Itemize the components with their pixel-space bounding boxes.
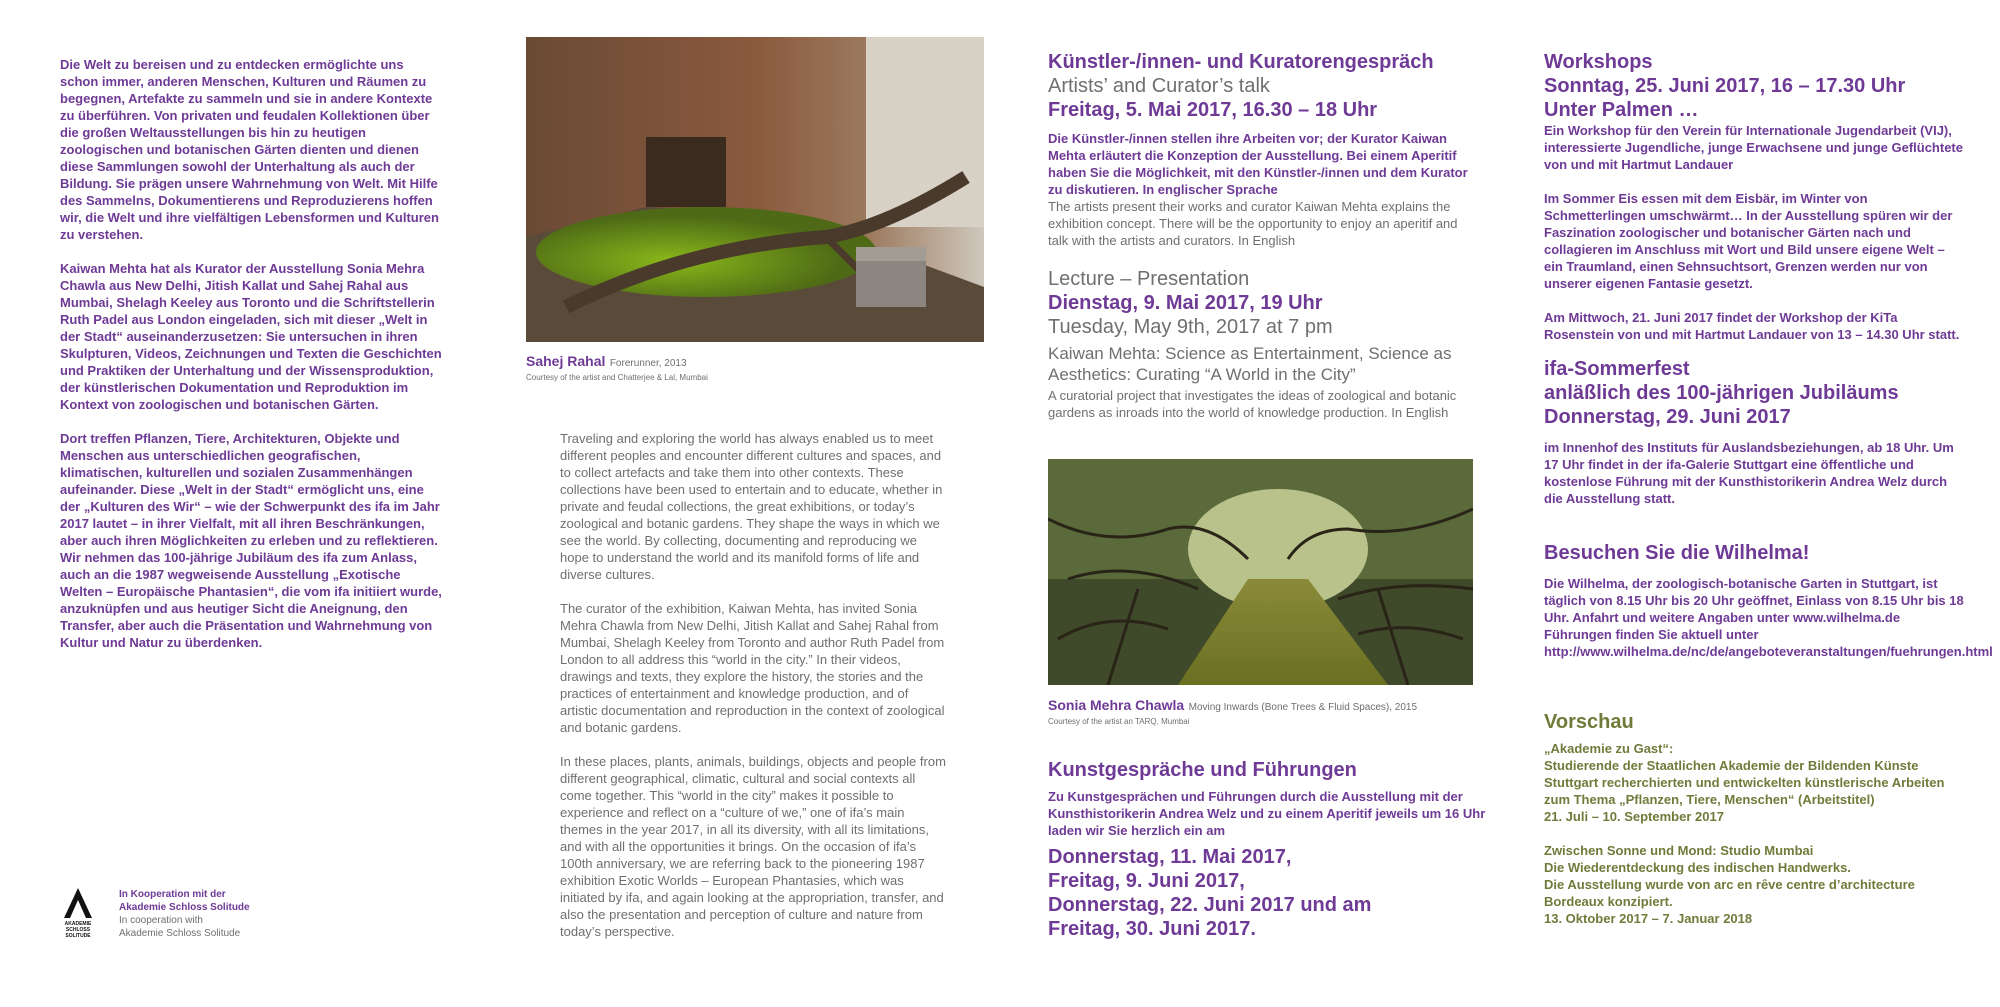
lecture-subtitle: Kaiwan Mehta: Science as Entertainment, Science as Aesthetics: Curating “A World in the City” [1048,344,1452,384]
photo-sonia-mehra-chawla [1048,459,1473,685]
caption-sonia-mehra-chawla [1048,697,1488,726]
cooperation-de-line-2: Akademie Schloss Solitude [119,902,250,913]
fest-date: Donnerstag, 29. Juni 2017 [1544,406,1791,428]
workshops-text-1: Ein Workshop für den Verein für Internationale Jugendarbeit (VIJ), interessierte Jugendliche, junge Erwachsene und junge Geflüchtete von und mit Hartmut Landauer [1544,123,1963,172]
svg-text:SCHLOSS: SCHLOSS [65,927,91,933]
tours-date-2: Freitag, 9. Juni 2017, [1048,870,1245,892]
fest-title-2: anläßlich des 100-jährigen Jubiläums [1544,382,1899,404]
caption-artist: Sahej Rahal [526,353,606,369]
lecture-date-de: Dienstag, 9. Mai 2017, 19 Uhr [1048,292,1323,314]
talk-title-en: Artists’ and Curator’s talk [1048,75,1270,97]
tours-block [1048,758,1488,941]
intro-paragraph-2: Kaiwan Mehta hat als Kurator der Ausstellung Sonia Mehra Chawla aus New Delhi, Jitish Kallat und Sahej Rahal aus Mumbai, Shelagh Keeley aus Toronto und die Schriftstellerin Ruth Padel aus London eingeladen, sich mit dieser „Welt in der Stadt“ auseinanderzusetzen: Sie untersuchen in ihren Skulpturen, Videos, Zeichnungen und Texten die Geschichten und Praktiken der Unterhaltung und der Wissensproduktion, der künstlerischen Dokumentation und Reproduktion im Kontext von zoologischen und botanischen Gärten. [60,261,442,412]
caption-title: Forerunner, 2013 [609,358,687,369]
lecture-text: A curatorial project that investigates the ideas of zoological and botanic gardens as inroads into the world of knowledge production. In English [1048,388,1457,420]
lecture-date-en: Tuesday, May 9th, 2017 at 7 pm [1048,316,1333,338]
akademie-logo-icon [60,888,96,940]
photo-sahej-rahal [526,37,984,342]
svg-text:AKADEMIE: AKADEMIE [64,921,92,927]
workshops-text-3: Am Mittwoch, 21. Juni 2017 findet der Workshop der KiTa Rosenstein von und mit Hartmut Landauer von 13 – 14.30 Uhr statt. [1544,310,1960,342]
workshops-date: Sonntag, 25. Juni 2017, 16 – 17.30 Uhr [1544,75,1906,97]
tours-text: Zu Kunstgesprächen und Führungen durch die Ausstellung mit der Kunsthistorikerin Andrea Welz und zu einem Aperitif jeweils um 16 Uhr laden wir Sie herzlich ein am [1048,789,1486,838]
column-3-events [1048,50,1478,421]
english-paragraph-3: In these places, plants, animals, buildings, objects and people from different geographical, climatic, cultural and social contexts all come together. This “world in the city” makes it possible to experience and reflect on a “culture of we,” one of ifa’s main themes in the year 2017, in all its diversity, with all its limitations, and with all the opportunities it brings. On the occasion of ifa’s 100th anniversary, we are referring back to the pioneering 1987 exhibition Exotic Worlds – European Phantasies, which was initiated by ifa, and again looking at the appropriation, transfer, and also the presentation and perception of culture and nature from today’s perspective. [560,754,946,939]
workshops-name: Unter Palmen … [1544,99,1699,121]
tours-title: Kunstgespräche und Führungen [1048,759,1357,781]
talk-text-de: Die Künstler-/innen stellen ihre Arbeiten vor; der Kurator Kaiwan Mehta erläutert die Konzeption der Ausstellung. Bei einem Aperitif haben Sie die Möglichkeit, mit den Künstler-/innen und dem Kurator zu diskutieren. In englischer Sprache [1048,131,1468,197]
caption-credit: Courtesy of the artist and Chatterjee & Lal, Mumbai [526,373,708,382]
column-4 [1544,50,1993,927]
wilhelma-text: Die Wilhelma, der zoologisch-botanische Garten in Stuttgart, ist täglich von 8.15 Uhr bis 20 Uhr geöffnet, Einlass von 8.15 Uhr bis 18 Uhr. Anfahrt und weitere Angaben unter www.wilhelma.de Führungen finden Sie aktuell unter http://www.wilhelma.de/nc/de/angeboteveranstaltungen/fuehrungen.html [1544,576,1993,659]
tours-date-1: Donnerstag, 11. Mai 2017, [1048,846,1292,868]
fest-text: im Innenhof des Instituts für Auslandsbeziehungen, ab 18 Uhr. Um 17 Uhr findet in der ifa-Galerie Stuttgart eine öffentliche und kostenlose Führung mit der Kunsthistorikerin Andrea Welz durch die Ausstellung statt. [1544,440,1954,506]
workshops-text-2: Im Sommer Eis essen mit dem Eisbär, im Winter von Schmetterlingen umschwärmt… In der Ausstellung spüren wir der Faszination zoologischer und botanischer Gärten nach und collagieren im Anschluss mit Wort und Bild unsere eigene Welt – ein Traumland, einen Sehnsuchtsort, Grenzen werden nur von unserer eigenen Fantasie gesetzt. [1544,191,1953,291]
lecture-title: Lecture – Presentation [1048,268,1250,290]
intro-paragraph-3: Dort treffen Pflanzen, Tiere, Architekturen, Objekte und Menschen aus unterschiedlichen geografischen, klimatischen, kulturellen und sozialen Zusammenhängen aufeinander. Diese „Welt in der Stadt“ ermöglicht uns, eine der „Kulturen des Wir“ – wie der Schwerpunkt des ifa im Jahr 2017 lautet – in ihrer Vielfalt, mit all ihren Beschränkungen, aber auch ihren Möglichkeiten zu erleben und zu reflektieren. Wir nehmen das 100-jährige Jubiläum des ifa zum Anlass, auch an die 1987 wegweisende Ausstellung „Exotische Welten – Europäische Phantasien“, die vom ifa initiiert wurde, anzuknüpfen und aus heutiger Sicht die Aneignung, den Transfer, aber auch die Präsentation und Wahrnehmung von Kultur und Natur zu überdenken. [60,431,442,650]
caption-artist: Sonia Mehra Chawla [1048,697,1185,713]
column-1 [60,56,445,668]
talk-date: Freitag, 5. Mai 2017, 16.30 – 18 Uhr [1048,99,1378,121]
caption-title: Moving Inwards (Bone Trees & Fluid Spaces), 2015 [1188,702,1418,713]
preview-item-2: Zwischen Sonne und Mond: Studio Mumbai Die Wiederentdeckung des indischen Handwerks. Die Ausstellung wurde von arc en rêve centre d’architecture Bordeaux konzipiert. 13. Oktober 2017 – 7. Januar 2018 [1544,843,1915,926]
talk-text-en: The artists present their works and curator Kaiwan Mehta explains the exhibition concept. There will be the opportunity to enjoy an aperitif and talk with the artists and curators. In English [1048,199,1458,248]
intro-paragraph-1: Die Welt zu bereisen und zu entdecken ermöglichte uns schon immer, anderen Menschen, Kulturen und Räumen zu begegnen, Artefakte zu sammeln und sie in andere Kontexte zu überführen. Von privaten und feudalen Kollektionen über die großen Weltausstellungen bis hin zu heutigen zoologischen und botanischen Gärten dienten und dienen diese Sammlungen sowohl der Unterhaltung als auch der Bildung. Sie prägen unsere Wahrnehmung von Welt. Mit Hilfe des Sammelns, Dokumentierens und Reproduzierens hoffen wir, die Welt und ihre vielfältigen Lebensformen und Kulturen zu verstehen. [60,57,439,242]
tours-date-3: Donnerstag, 22. Juni 2017 und am [1048,894,1372,916]
tours-date-4: Freitag, 30. Juni 2017. [1048,918,1256,940]
column-2-text [560,430,948,957]
english-paragraph-1: Traveling and exploring the world has always enabled us to meet different peoples and encounter different cultures and spaces, and to collect artefacts and take them into other contexts. These collections have been used to entertain and to educate, whether in private and feudal collections, the great exhibitions, or today’s zoological and botanic gardens. They shape the ways in which we see the world. By collecting, documenting and reproducing we hope to understand the world and its manifold forms of life and diverse cultures. [560,431,943,582]
preview-title: Vorschau [1544,711,1634,733]
workshops-title: Workshops [1544,51,1653,73]
wilhelma-title: Besuchen Sie die Wilhelma! [1544,542,1810,564]
cooperation-en-line-2: Akademie Schloss Solitude [119,928,241,939]
talk-title-de: Künstler-/innen- und Kuratorengespräch [1048,51,1434,73]
fest-title-1: ifa-Sommerfest [1544,358,1690,380]
cooperation-block [60,888,360,938]
english-paragraph-2: The curator of the exhibition, Kaiwan Mehta, has invited Sonia Mehra Chawla from New Delhi, Jitish Kallat and Sahej Rahal from Mumbai, Shelagh Keeley from Toronto and author Ruth Padel from London to all address this “world in the city.” In their videos, drawings and texts, they explore the history, the stories and the practices of entertainment and knowledge production, and of artistic documentation and reproduction in the context of zoological and botanic gardens. [560,601,945,735]
cooperation-en-line-1: In cooperation with [119,915,203,926]
caption-sahej-rahal [526,353,984,382]
cooperation-de-line-1: In Kooperation mit der [119,889,226,900]
svg-text:SOLITUDE: SOLITUDE [65,933,91,939]
preview-item-1: „Akademie zu Gast“: Studierende der Staatlichen Akademie der Bildenden Künste Stuttgart recherchierten und entwickelten künstlerische Arbeiten zum Thema „Pflanzen, Tiere, Menschen“ (Arbeitstitel) 21. Juli – 10. September 2017 [1544,741,1945,824]
caption-credit: Courtesy of the artist an TARQ, Mumbai [1048,717,1190,726]
